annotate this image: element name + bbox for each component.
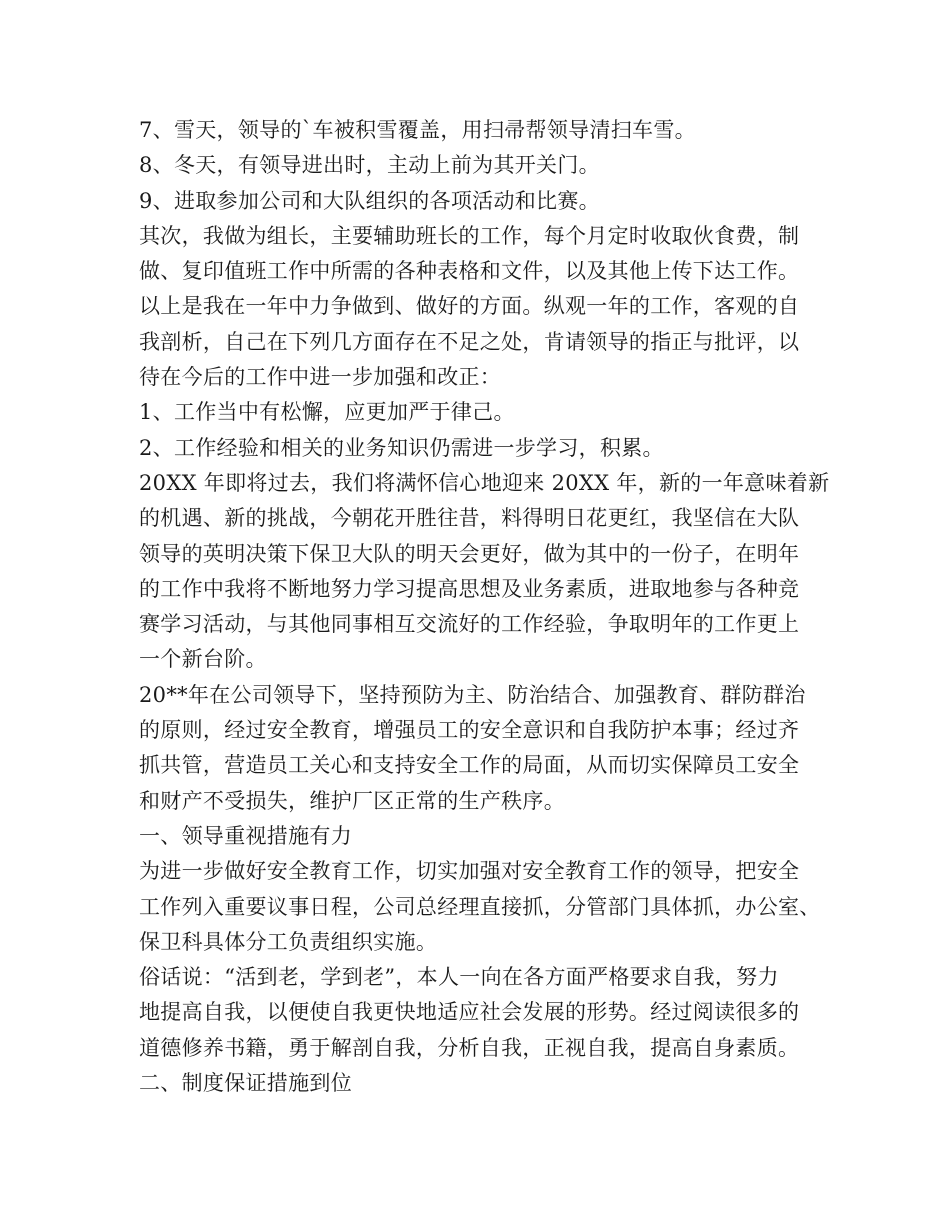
text-line: 的工作中我将不断地努力学习提高思想及业务素质，进取地参与各种竞 [139, 576, 800, 601]
text-line: 保卫科具体分工负责组织实施。 [139, 929, 438, 954]
text-line: 的原则，经过安全教育，增强员工的安全意识和自我防护本事；经过齐 [139, 718, 800, 743]
text-line: 8、冬天，有领导进出时，主动上前为其开关门。 [139, 153, 600, 178]
text-line: 20XX 年即将过去，我们将满怀信心地迎来 20XX 年，新的一年意味着新 [139, 470, 830, 495]
text-line: 俗话说：“活到老，学到老”，本人一向在各方面严格要求自我，努力 [139, 965, 779, 990]
section-heading: 一、领导重视措施有力 [139, 823, 352, 848]
text-line: 待在今后的工作中进一步加强和改正： [139, 365, 502, 390]
document-body [139, 113, 839, 1101]
text-line: 和财产不受损失，维护厂区正常的生产秩序。 [139, 788, 565, 813]
text-line: 1、工作当中有松懈，应更加严于律己。 [139, 400, 515, 425]
text-line: 20**年在公司领导下，坚持预防为主、防治结合、加强教育、群防群治 [139, 682, 806, 707]
text-line: 以上是我在一年中力争做到、做好的方面。纵观一年的工作，客观的自 [139, 294, 800, 319]
text-line: 7、雪天，领导的`车被积雪覆盖，用扫帚帮领导清扫车雪。 [139, 118, 696, 142]
text-line: 道德修养书籍，勇于解剖自我，分析自我，正视自我，提高自身素质。 [139, 1035, 800, 1060]
text-line: 领导的英明决策下保卫大队的明天会更好，做为其中的一份子，在明年 [139, 541, 800, 566]
text-line: 赛学习活动，与其他同事相互交流好的工作经验，争取明年的工作更上 [139, 612, 800, 637]
text-line: 地提高自我，以便使自我更快地适应社会发展的形势。经过阅读很多的 [139, 1000, 800, 1025]
text-line: 其次，我做为组长，主要辅助班长的工作，每个月定时收取伙食费，制 [139, 223, 800, 248]
text-line: 2、工作经验和相关的业务知识仍需进一步学习，积累。 [139, 435, 664, 460]
text-line: 9、进取参加公司和大队组织的各项活动和比赛。 [139, 188, 600, 213]
text-line: 一个新台阶。 [139, 647, 267, 672]
text-line: 抓共管，营造员工关心和支持安全工作的局面，从而切实保障员工安全 [139, 753, 800, 778]
text-line: 为进一步做好安全教育工作，切实加强对安全教育工作的领导，把安全 [139, 859, 800, 884]
text-line: 工作列入重要议事日程，公司总经理直接抓，分管部门具体抓，办公室、 [139, 894, 821, 919]
text-line: 的机遇、新的挑战，今朝花开胜往昔，料得明日花更红，我坚信在大队 [139, 506, 800, 531]
text-line: 我剖析，自己在下列几方面存在不足之处，肯请领导的指正与批评，以 [139, 329, 800, 354]
section-heading: 二、制度保证措施到位 [139, 1071, 352, 1096]
text-line: 做、复印值班工作中所需的各种表格和文件，以及其他上传下达工作。 [139, 259, 800, 284]
